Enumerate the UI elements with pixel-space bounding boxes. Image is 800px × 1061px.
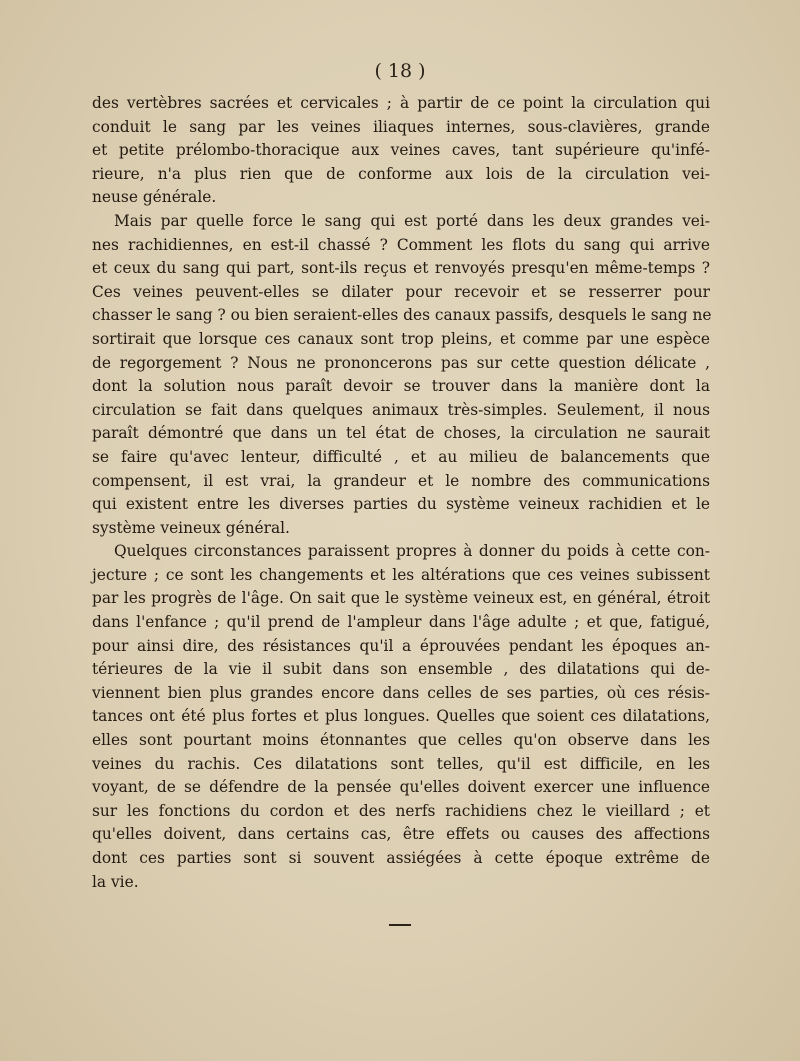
text-line: térieures de la vie il subit dans son ensemble , des dilatations qui de- [92, 660, 710, 679]
text-line: des vertèbres sacrées et cervicales ; à partir de ce point la circulation qui [92, 94, 710, 112]
text-line: la vie. [92, 872, 139, 891]
text-line: rieure, n'a plus rien que de conforme aux lois de la circulation vei- [92, 164, 710, 183]
end-rule [389, 924, 411, 926]
text-line: qui existent entre les diverses parties du système veineux rachidien et le [92, 495, 710, 514]
text-line: elles sont pourtant moins étonnantes que celles qu'on observe dans les [92, 731, 710, 750]
text-line: et petite prélombo-thoracique aux veines caves, tant supérieure qu'infé- [92, 141, 710, 160]
text-line: se faire qu'avec lenteur, difficulté , et au milieu de balancements que [92, 447, 710, 466]
text-line: dont ces parties sont si souvent assiégées à cette époque extrême de [92, 849, 710, 867]
text-line: sur les fonctions du cordon et des nerfs rachidiens chez le vieillard ; et [92, 801, 710, 820]
text-line: Mais par quelle force le sang qui est porté dans les deux grandes vei- [114, 211, 710, 230]
text-line: Quelques circonstances paraissent propres à donner du poids à cette con- [114, 542, 710, 561]
text-line: voyant, de se défendre de la pensée qu'elles doivent exercer une influence [92, 778, 710, 797]
text-line: qu'elles doivent, dans certains cas, être effets ou causes des affections [92, 825, 710, 844]
text-line: sortirait que lorsque ces canaux sont trop pleins, et comme par une espèce [92, 329, 710, 348]
text-line: compensent, il est vrai, la grandeur et le nombre des communications [92, 471, 710, 490]
text-line: Ces veines peuvent-elles se dilater pour recevoir et se resserrer pour [92, 282, 710, 301]
text-line: circulation se fait dans quelques animaux très-simples. Seulement, il nous [92, 400, 710, 419]
text-line: pour ainsi dire, des résistances qu'il a éprouvées pendant les époques an- [92, 636, 710, 655]
text-line: veines du rachis. Ces dilatations sont telles, qu'il est difficile, en les [92, 754, 710, 773]
text-line: de regorgement ? Nous ne prononcerons pas sur cette question délicate , [92, 353, 710, 372]
text-line: conduit le sang par les veines iliaques internes, sous-clavières, grande [92, 117, 710, 136]
body-text [92, 92, 710, 894]
text-line: dans l'enfance ; qu'il prend de l'ampleur dans l'âge adulte ; et que, fatigué, [92, 613, 710, 632]
text-line: tances ont été plus fortes et plus longues. Quelles que soient ces dilatations, [92, 707, 710, 726]
text-line: nes rachidiennes, en est-il chassé ? Comment les flots du sang qui arrive [92, 235, 710, 254]
text-line: viennent bien plus grandes encore dans celles de ses parties, où ces résis- [92, 683, 710, 702]
paragraph [92, 540, 710, 894]
text-line: par les progrès de l'âge. On sait que le système veineux est, en général, étroit [92, 589, 710, 608]
paragraph [92, 92, 710, 210]
paragraph [92, 210, 710, 540]
text-line: jecture ; ce sont les changements et les altérations que ces veines subissent [92, 565, 710, 584]
text-line: dont la solution nous paraît devoir se trouver dans la manière dont la [92, 377, 710, 396]
text-line: neuse générale. [92, 188, 217, 207]
text-line: chasser le sang ? ou bien seraient-elles des canaux passifs, desquels le sang ne [92, 306, 712, 325]
text-line: système veineux général. [92, 518, 290, 537]
text-line: paraît démontré que dans un tel état de choses, la circulation ne saurait [92, 424, 710, 443]
page-number: ( 18 ) [374, 60, 426, 82]
text-line: et ceux du sang qui part, sont-ils reçus et renvoyés presqu'en même-temps ? [92, 259, 710, 278]
